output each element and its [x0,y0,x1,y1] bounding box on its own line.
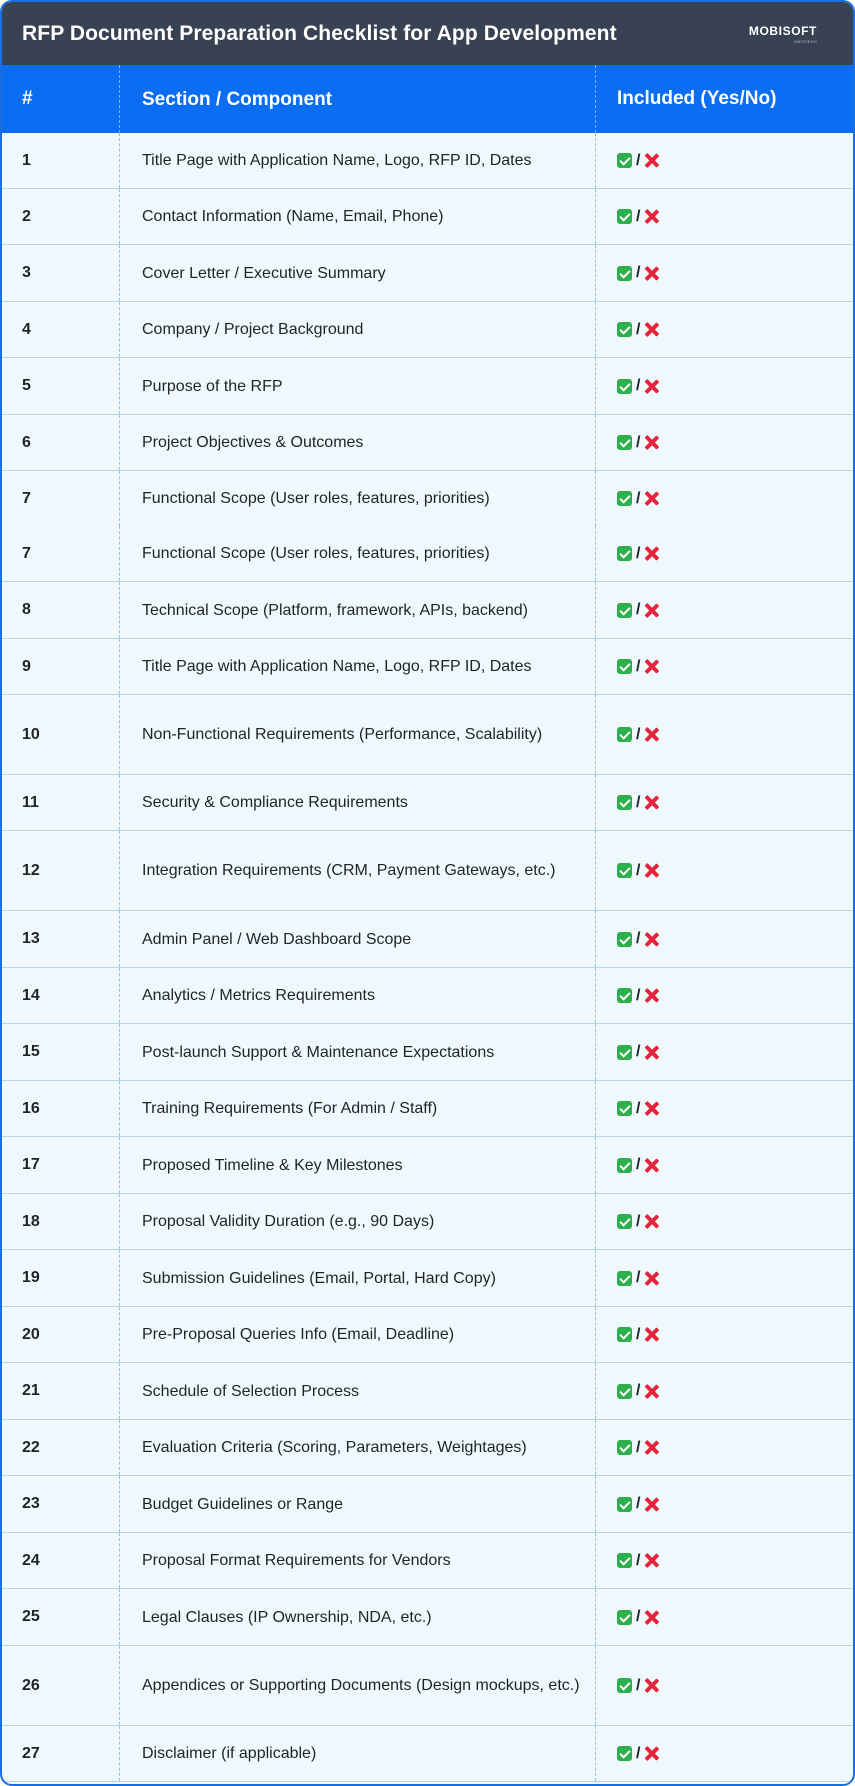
table-row [2,1476,853,1533]
row-included [596,133,853,188]
row-included [596,1024,853,1080]
table-row [2,1726,853,1782]
row-included [596,1137,853,1193]
row-number: 20 [2,1307,120,1362]
row-number: 1 [2,133,120,188]
check-mark-icon[interactable] [617,1101,632,1116]
check-mark-icon[interactable] [617,1746,632,1761]
row-section: Purpose of the RFP [120,358,596,414]
row-section: Company / Project Background [120,302,596,357]
separator-slash: / [636,725,641,743]
cross-mark-icon[interactable] [644,932,659,947]
check-mark-icon[interactable] [617,266,632,281]
separator-slash: / [636,1676,641,1694]
check-mark-icon[interactable] [617,1497,632,1512]
row-included [596,1646,853,1725]
row-number: 18 [2,1194,120,1249]
row-included [596,1250,853,1306]
row-section: Admin Panel / Web Dashboard Scope [120,911,596,967]
row-number: 25 [2,1589,120,1645]
cross-mark-icon[interactable] [644,1214,659,1229]
check-mark-icon[interactable] [617,727,632,742]
check-mark-icon[interactable] [617,379,632,394]
row-included [596,911,853,967]
cross-mark-icon[interactable] [644,546,659,561]
row-number: 4 [2,302,120,357]
table-row [2,245,853,302]
separator-slash: / [636,1156,641,1173]
table-row [2,1646,853,1726]
separator-slash: / [636,986,641,1004]
separator-slash: / [636,1212,641,1230]
row-included [596,189,853,244]
separator-slash: / [636,1269,641,1286]
row-included [596,526,853,581]
row-included [596,1363,853,1419]
table-row [2,1194,853,1250]
separator-slash: / [636,207,641,225]
check-mark-icon[interactable] [617,795,632,810]
check-mark-icon[interactable] [617,1610,632,1625]
cross-mark-icon[interactable] [644,1101,659,1116]
row-number: 23 [2,1476,120,1532]
cross-mark-icon[interactable] [644,1497,659,1512]
row-included [596,968,853,1023]
row-included [596,415,853,470]
check-mark-icon[interactable] [617,932,632,947]
row-number: 2 [2,189,120,244]
row-included [596,471,853,526]
row-included [596,358,853,414]
row-included [596,582,853,638]
row-included [596,639,853,694]
row-included [596,302,853,357]
table-row [2,302,853,358]
row-number: 17 [2,1137,120,1193]
check-mark-icon[interactable] [617,153,632,168]
table-row [2,1024,853,1081]
table-row [2,1363,853,1420]
checklist-table [2,65,853,1782]
page-title: RFP Document Preparation Checklist for App Development [22,21,617,45]
row-number: 15 [2,1024,120,1080]
check-mark-icon[interactable] [617,1384,632,1399]
table-row [2,582,853,639]
row-included [596,695,853,774]
row-number: 9 [2,639,120,694]
separator-slash: / [636,1608,641,1625]
table-row [2,189,853,245]
check-mark-icon[interactable] [617,1440,632,1455]
table-row [2,1589,853,1646]
row-section: Functional Scope (User roles, features, priorities) [120,471,596,526]
separator-slash: / [636,1438,641,1456]
cross-mark-icon[interactable] [644,1440,659,1455]
cross-mark-icon[interactable] [644,491,659,506]
row-section: Legal Clauses (IP Ownership, NDA, etc.) [120,1589,596,1645]
table-row [2,358,853,415]
cross-mark-icon[interactable] [644,1384,659,1399]
row-included [596,1589,853,1645]
check-mark-icon[interactable] [617,988,632,1003]
cross-mark-icon[interactable] [644,209,659,224]
table-row [2,695,853,775]
table-row [2,526,853,582]
title-bar [2,2,853,65]
row-number: 12 [2,831,120,910]
row-included [596,1081,853,1136]
row-number: 24 [2,1533,120,1588]
separator-slash: / [636,657,641,675]
row-section: Technical Scope (Platform, framework, APIs, backend) [120,582,596,638]
row-number: 27 [2,1726,120,1781]
cross-mark-icon[interactable] [644,379,659,394]
table-row [2,1137,853,1194]
row-section: Training Requirements (For Admin / Staff) [120,1081,596,1136]
table-row [2,415,853,471]
row-number: 8 [2,582,120,638]
header-included: Included (Yes/No) [617,88,777,109]
check-mark-icon[interactable] [617,209,632,224]
row-section: Evaluation Criteria (Scoring, Parameters, Weightages) [120,1420,596,1475]
check-mark-icon[interactable] [617,322,632,337]
logo-tagline: INFOTECH [794,38,817,44]
table-row [2,1533,853,1589]
cross-mark-icon[interactable] [644,322,659,337]
separator-slash: / [636,1495,641,1512]
row-section: Proposal Format Requirements for Vendors [120,1533,596,1588]
row-number: 11 [2,775,120,830]
row-number: 19 [2,1250,120,1306]
table-row [2,1081,853,1137]
table-header-row [2,65,853,133]
table-row [2,775,853,831]
row-included [596,1194,853,1249]
row-section: Budget Guidelines or Range [120,1476,596,1532]
cross-mark-icon[interactable] [644,988,659,1003]
row-number: 21 [2,1363,120,1419]
row-included [596,1533,853,1588]
check-mark-icon[interactable] [617,1214,632,1229]
cross-mark-icon[interactable] [644,1610,659,1625]
row-number: 7 [2,526,120,581]
row-number: 14 [2,968,120,1023]
table-row [2,639,853,695]
cross-mark-icon[interactable] [644,1678,659,1693]
check-mark-icon[interactable] [617,863,632,878]
check-mark-icon[interactable] [617,1271,632,1286]
row-section: Project Objectives & Outcomes [120,415,596,470]
cross-mark-icon[interactable] [644,1553,659,1568]
table-row [2,471,853,526]
separator-slash: / [636,930,641,947]
cross-mark-icon[interactable] [644,1327,659,1342]
row-included [596,1307,853,1362]
row-section: Analytics / Metrics Requirements [120,968,596,1023]
row-included [596,245,853,301]
cross-mark-icon[interactable] [644,603,659,618]
separator-slash: / [636,1099,641,1117]
table-row [2,1307,853,1363]
check-mark-icon[interactable] [617,546,632,561]
row-section: Contact Information (Name, Email, Phone) [120,189,596,244]
check-mark-icon[interactable] [617,1678,632,1693]
cross-mark-icon[interactable] [644,659,659,674]
check-mark-icon[interactable] [617,491,632,506]
table-row [2,831,853,911]
check-mark-icon[interactable] [617,1158,632,1173]
cross-mark-icon[interactable] [644,727,659,742]
row-section: Non-Functional Requirements (Performance, Scalability) [120,695,596,774]
separator-slash: / [636,544,641,562]
cross-mark-icon[interactable] [644,1271,659,1286]
table-row [2,968,853,1024]
row-number: 16 [2,1081,120,1136]
row-section: Pre-Proposal Queries Info (Email, Deadline) [120,1307,596,1362]
separator-slash: / [636,1551,641,1569]
row-included [596,1726,853,1781]
row-number: 26 [2,1646,120,1725]
table-row [2,133,853,189]
separator-slash: / [636,151,641,169]
check-mark-icon[interactable] [617,435,632,450]
row-number: 7 [2,471,120,526]
table-row [2,1420,853,1476]
separator-slash: / [636,433,641,451]
row-section: Title Page with Application Name, Logo, RFP ID, Dates [120,639,596,694]
cross-mark-icon[interactable] [644,1045,659,1060]
table-body [2,133,853,1782]
cross-mark-icon[interactable] [644,795,659,810]
separator-slash: / [636,489,641,507]
separator-slash: / [636,320,641,338]
row-number: 3 [2,245,120,301]
row-included [596,1476,853,1532]
row-number: 10 [2,695,120,774]
row-section: Post-launch Support & Maintenance Expectations [120,1024,596,1080]
separator-slash: / [636,601,641,618]
cross-mark-icon[interactable] [644,863,659,878]
row-section: Functional Scope (User roles, features, priorities) [120,526,596,581]
row-section: Schedule of Selection Process [120,1363,596,1419]
header-section: Section / Component [120,65,596,133]
separator-slash: / [636,377,641,394]
row-included [596,1420,853,1475]
separator-slash: / [636,793,641,811]
separator-slash: / [636,1043,641,1060]
cross-mark-icon[interactable] [644,266,659,281]
check-mark-icon[interactable] [617,1045,632,1060]
row-section: Security & Compliance Requirements [120,775,596,830]
check-mark-icon[interactable] [617,659,632,674]
row-included [596,775,853,830]
cross-mark-icon[interactable] [644,1746,659,1761]
row-section: Title Page with Application Name, Logo, RFP ID, Dates [120,133,596,188]
row-section: Proposed Timeline & Key Milestones [120,1137,596,1193]
row-included [596,831,853,910]
separator-slash: / [636,1382,641,1399]
separator-slash: / [636,861,641,879]
row-section: Submission Guidelines (Email, Portal, Hard Copy) [120,1250,596,1306]
row-section: Appendices or Supporting Documents (Design mockups, etc.) [120,1646,596,1725]
check-mark-icon[interactable] [617,603,632,618]
separator-slash: / [636,1744,641,1762]
row-number: 13 [2,911,120,967]
header-number: # [2,65,120,133]
cross-mark-icon[interactable] [644,435,659,450]
table-row [2,1250,853,1307]
row-section: Integration Requirements (CRM, Payment Gateways, etc.) [120,831,596,910]
company-logo [749,24,817,44]
row-number: 5 [2,358,120,414]
row-section: Proposal Validity Duration (e.g., 90 Days) [120,1194,596,1249]
row-number: 6 [2,415,120,470]
cross-mark-icon[interactable] [644,1158,659,1173]
row-number: 22 [2,1420,120,1475]
row-section: Cover Letter / Executive Summary [120,245,596,301]
table-row [2,911,853,968]
logo-wordmark: MOBISOFT [748,23,817,38]
check-mark-icon[interactable] [617,1553,632,1568]
check-mark-icon[interactable] [617,1327,632,1342]
separator-slash: / [636,264,641,281]
separator-slash: / [636,1325,641,1343]
row-section: Disclaimer (if applicable) [120,1726,596,1781]
cross-mark-icon[interactable] [644,153,659,168]
